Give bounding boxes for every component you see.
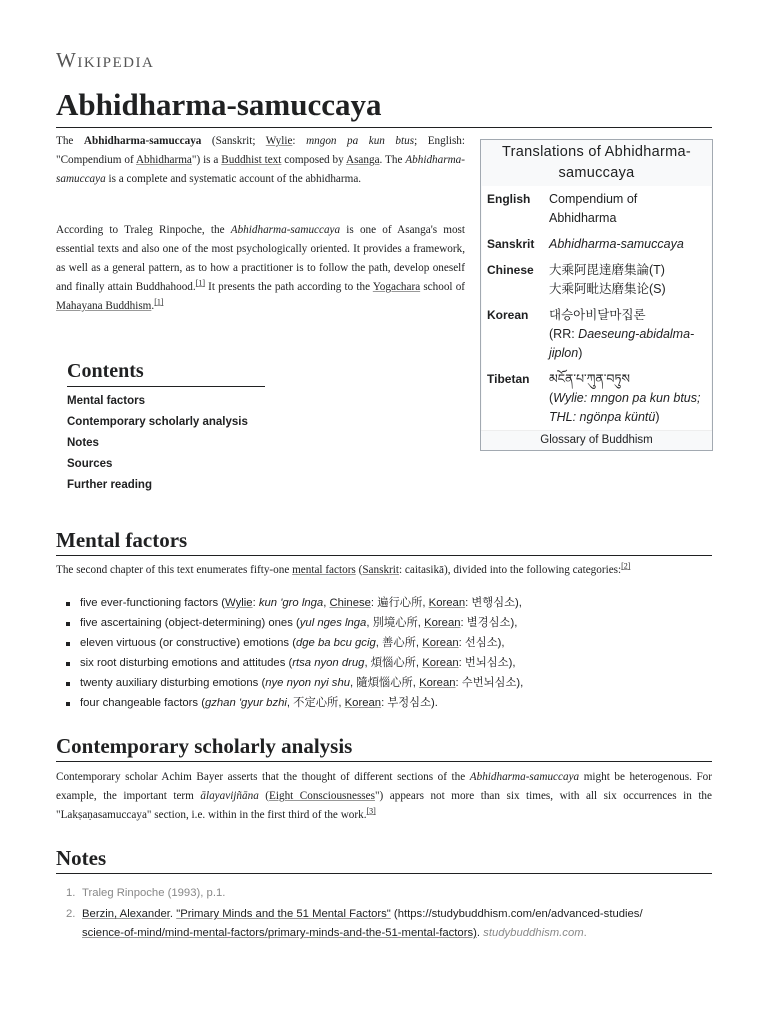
list-item bbox=[80, 593, 523, 613]
glossary-link[interactable]: Glossary of Buddhism bbox=[481, 430, 712, 450]
note-number: 1. bbox=[66, 887, 76, 899]
text: five ascertaining (object-determining) ones ( bbox=[80, 617, 300, 629]
link-korean[interactable]: Korean bbox=[422, 637, 459, 649]
text: ") is a bbox=[191, 154, 222, 166]
row-value bbox=[545, 303, 711, 366]
text: THL: ngönpa küntü bbox=[549, 410, 656, 424]
text: ) bbox=[578, 346, 583, 360]
text: : 선심소), bbox=[458, 637, 505, 649]
text: It presents the path according to the bbox=[205, 281, 373, 293]
bold-title: Abhidharma-samuccaya bbox=[83, 135, 202, 147]
tibetan-term: nye nyon nyi shu bbox=[265, 677, 351, 689]
korean-romanization bbox=[549, 325, 707, 363]
text: . bbox=[151, 300, 155, 312]
link-eight-consciousnesses[interactable]: Eight Consciousnesses bbox=[269, 790, 375, 802]
link-article-title[interactable]: "Primary Minds and the 51 Mental Factors" bbox=[176, 908, 391, 920]
toc-item[interactable]: Mental factors bbox=[67, 395, 145, 407]
link-wylie[interactable]: Wylie bbox=[225, 597, 253, 609]
note-item bbox=[66, 905, 712, 943]
text: : 부정심소). bbox=[381, 697, 438, 709]
toc-title: Contents bbox=[67, 356, 265, 387]
infobox-row-sanskrit bbox=[482, 231, 711, 257]
note-number: 2. bbox=[66, 908, 76, 920]
row-value: Compendium of Abhidharma bbox=[549, 192, 638, 225]
text: . bbox=[169, 908, 177, 920]
link-yogachara[interactable]: Yogachara bbox=[372, 281, 421, 293]
text: school of bbox=[420, 281, 466, 293]
link-korean[interactable]: Korean bbox=[344, 697, 382, 709]
link-wylie[interactable]: Wylie bbox=[265, 135, 293, 147]
text: ( bbox=[258, 790, 270, 802]
url-text: (https://studybuddhism.com/en/advanced-studies/ bbox=[390, 908, 643, 920]
italic-title: Abhidharma-samuccaya bbox=[230, 224, 341, 236]
text: Daeseung-abidalma-jiplon bbox=[549, 327, 695, 360]
tibetan-thl bbox=[549, 408, 707, 427]
row-value bbox=[545, 232, 711, 257]
row-value bbox=[545, 258, 711, 302]
intro-paragraph-1 bbox=[56, 132, 465, 189]
text: ") appears not more than six times, with all six occurrences in the "Lakṣaṇasamuccaya" section, i.e. within in the first third of the work. bbox=[56, 790, 712, 821]
korean-hangul: 대승아비달마집론 bbox=[549, 308, 646, 322]
link-korean[interactable]: Korean bbox=[419, 677, 456, 689]
toc-list bbox=[67, 391, 248, 496]
link-mahayana-buddhism[interactable]: Mahayana Buddhism bbox=[56, 300, 152, 312]
row-label: Chinese bbox=[487, 263, 534, 277]
infobox-row-tibetan bbox=[482, 366, 711, 430]
sanskrit-term: Abhidharma-samuccaya bbox=[549, 237, 684, 251]
section-heading-mental-factors: Mental factors bbox=[56, 525, 712, 556]
chinese-simplified: 大乘阿毗达磨集论(S) bbox=[549, 282, 666, 296]
link-sanskrit[interactable]: Sanskrit bbox=[362, 564, 399, 576]
citation-1[interactable]: [1] bbox=[154, 297, 164, 307]
text: . bbox=[583, 927, 587, 939]
citation-2[interactable]: [2] bbox=[621, 561, 631, 571]
text: Contemporary scholar Achim Bayer asserts that the thought of different sections of the bbox=[56, 771, 470, 783]
section-heading-notes: Notes bbox=[56, 843, 712, 874]
mental-factors-list bbox=[80, 593, 523, 713]
list-item bbox=[80, 693, 523, 713]
link-korean[interactable]: Korean bbox=[428, 597, 466, 609]
link-chinese[interactable]: Chinese bbox=[329, 597, 371, 609]
text: composed by bbox=[281, 154, 346, 166]
sanskrit-term: ālayavijñāna bbox=[200, 790, 259, 802]
row-label: Sanskrit bbox=[487, 237, 535, 251]
tibetan-term: yul nges lnga bbox=[299, 617, 367, 629]
infobox-row-english bbox=[482, 186, 711, 231]
text: twenty auxiliary disturbing emotions ( bbox=[80, 677, 266, 689]
text: , 善心所, bbox=[375, 637, 423, 649]
row-value bbox=[545, 367, 711, 430]
tibetan-term: kun 'gro lnga bbox=[258, 597, 324, 609]
citation-1[interactable]: [1] bbox=[195, 278, 206, 288]
chinese-traditional: 大乘阿毘達磨集論(T) bbox=[549, 263, 665, 277]
mental-factors-paragraph bbox=[56, 561, 712, 580]
link-korean[interactable]: Korean bbox=[424, 617, 461, 629]
analysis-paragraph bbox=[56, 768, 712, 825]
text: might be heterogenous. For example, the important term bbox=[56, 771, 712, 802]
citation-3[interactable]: [3] bbox=[366, 806, 376, 816]
text: : 遍行心所, bbox=[370, 597, 429, 609]
infobox-row-chinese bbox=[482, 257, 711, 302]
tibetan-term: gzhan 'gyur bzhi bbox=[204, 697, 287, 709]
text: : 변행심소), bbox=[465, 597, 522, 609]
row-label: English bbox=[487, 192, 531, 206]
link-asanga[interactable]: Asanga bbox=[345, 154, 380, 166]
text: : 수번뇌심소), bbox=[455, 677, 524, 689]
link-korean[interactable]: Korean bbox=[422, 657, 459, 669]
text: According to Traleg Rinpoche, the bbox=[56, 224, 231, 236]
wikipedia-wordmark[interactable]: Wikipedia bbox=[56, 48, 155, 72]
translations-infobox bbox=[480, 139, 713, 451]
text: , 不定心所, bbox=[286, 697, 345, 709]
text: , 別境心所, bbox=[366, 617, 425, 629]
text: : 번뇌심소), bbox=[458, 657, 516, 669]
toc-item[interactable]: Notes bbox=[67, 437, 99, 449]
list-item bbox=[80, 613, 523, 633]
infobox-row-korean bbox=[482, 302, 711, 366]
tibetan-script: མངོན་པ་ཀུན་བཏུས bbox=[549, 372, 630, 386]
text: : caitasikā), divided into the following categories: bbox=[398, 564, 622, 576]
section-heading-scholarly-analysis: Contemporary scholarly analysis bbox=[56, 731, 712, 762]
italic-title: Abhidharma-samuccaya bbox=[56, 154, 465, 185]
tibetan-wylie bbox=[549, 389, 707, 408]
text: ( bbox=[355, 564, 363, 576]
list-item bbox=[80, 633, 523, 653]
website-name: studybuddhism.com bbox=[483, 927, 584, 939]
tibetan-term: mngon pa kun btus bbox=[306, 135, 415, 147]
page-title: Abhidharma-samuccaya bbox=[56, 84, 712, 128]
text: is one of Asanga's most essential texts and also one of the most psychologically oriented. It provides a framework, as well as a general pattern, as to how a practitioner is to follow the path, develop oneself and finally attain Buddhahood. bbox=[56, 224, 466, 293]
text: , 隨煩惱心所, bbox=[350, 677, 420, 689]
table-of-contents bbox=[56, 351, 276, 501]
infobox-title: Translations of Abhidharma-samuccaya bbox=[502, 144, 691, 181]
text: five ever-functioning factors ( bbox=[80, 597, 226, 609]
text: The second chapter of this text enumerates fifty-one bbox=[56, 564, 293, 576]
toc-item[interactable]: Further reading bbox=[67, 479, 152, 491]
link-author[interactable]: Berzin, Alexander bbox=[82, 908, 170, 920]
url-text[interactable]: science-of-mind/mind-mental-factors/primary-minds-and-the-51-mental-factors) bbox=[82, 927, 477, 939]
text: . The bbox=[379, 154, 406, 166]
notes-list bbox=[66, 884, 712, 943]
text: eleven virtuous (or constructive) emotions ( bbox=[80, 637, 296, 649]
tibetan-term: rtsa nyon drug bbox=[292, 657, 365, 669]
text: four changeable factors ( bbox=[80, 697, 205, 709]
text: (Sanskrit; bbox=[201, 135, 266, 147]
text: is a complete and systematic account of the abhidharma. bbox=[105, 173, 362, 185]
text: The bbox=[56, 135, 84, 147]
text: ) bbox=[655, 410, 660, 424]
note-item bbox=[66, 884, 712, 903]
intro-paragraph-2 bbox=[56, 221, 465, 316]
text: : 별경심소), bbox=[460, 617, 518, 629]
list-item bbox=[80, 653, 523, 673]
note-text[interactable]: Traleg Rinpoche (1993), p.1. bbox=[82, 887, 226, 899]
toc-item[interactable]: Contemporary scholarly analysis bbox=[67, 416, 248, 428]
italic-title: Abhidharma-samuccaya bbox=[469, 771, 580, 783]
text: Wylie: mngon pa kun btus; bbox=[553, 391, 701, 405]
row-label: Tibetan bbox=[487, 372, 530, 386]
text: ( bbox=[549, 391, 554, 405]
row-label: Korean bbox=[487, 308, 529, 322]
text: (RR: bbox=[549, 327, 579, 341]
text: six root disturbing emotions and attitudes ( bbox=[80, 657, 293, 669]
list-item bbox=[80, 673, 523, 693]
tibetan-term: dge ba bcu gcig bbox=[295, 637, 376, 649]
link-buddhist-text[interactable]: Buddhist text bbox=[221, 154, 282, 166]
text: ; English: "Compendium of bbox=[56, 135, 465, 166]
link-abhidharma[interactable]: Abhidharma bbox=[135, 154, 192, 166]
text: . bbox=[476, 927, 484, 939]
text: , bbox=[323, 597, 330, 609]
text: , 煩惱心所, bbox=[364, 657, 423, 669]
text: : bbox=[252, 597, 259, 609]
text: : bbox=[292, 135, 307, 147]
link-mental-factors[interactable]: mental factors bbox=[292, 564, 356, 576]
toc-item[interactable]: Sources bbox=[67, 458, 113, 470]
